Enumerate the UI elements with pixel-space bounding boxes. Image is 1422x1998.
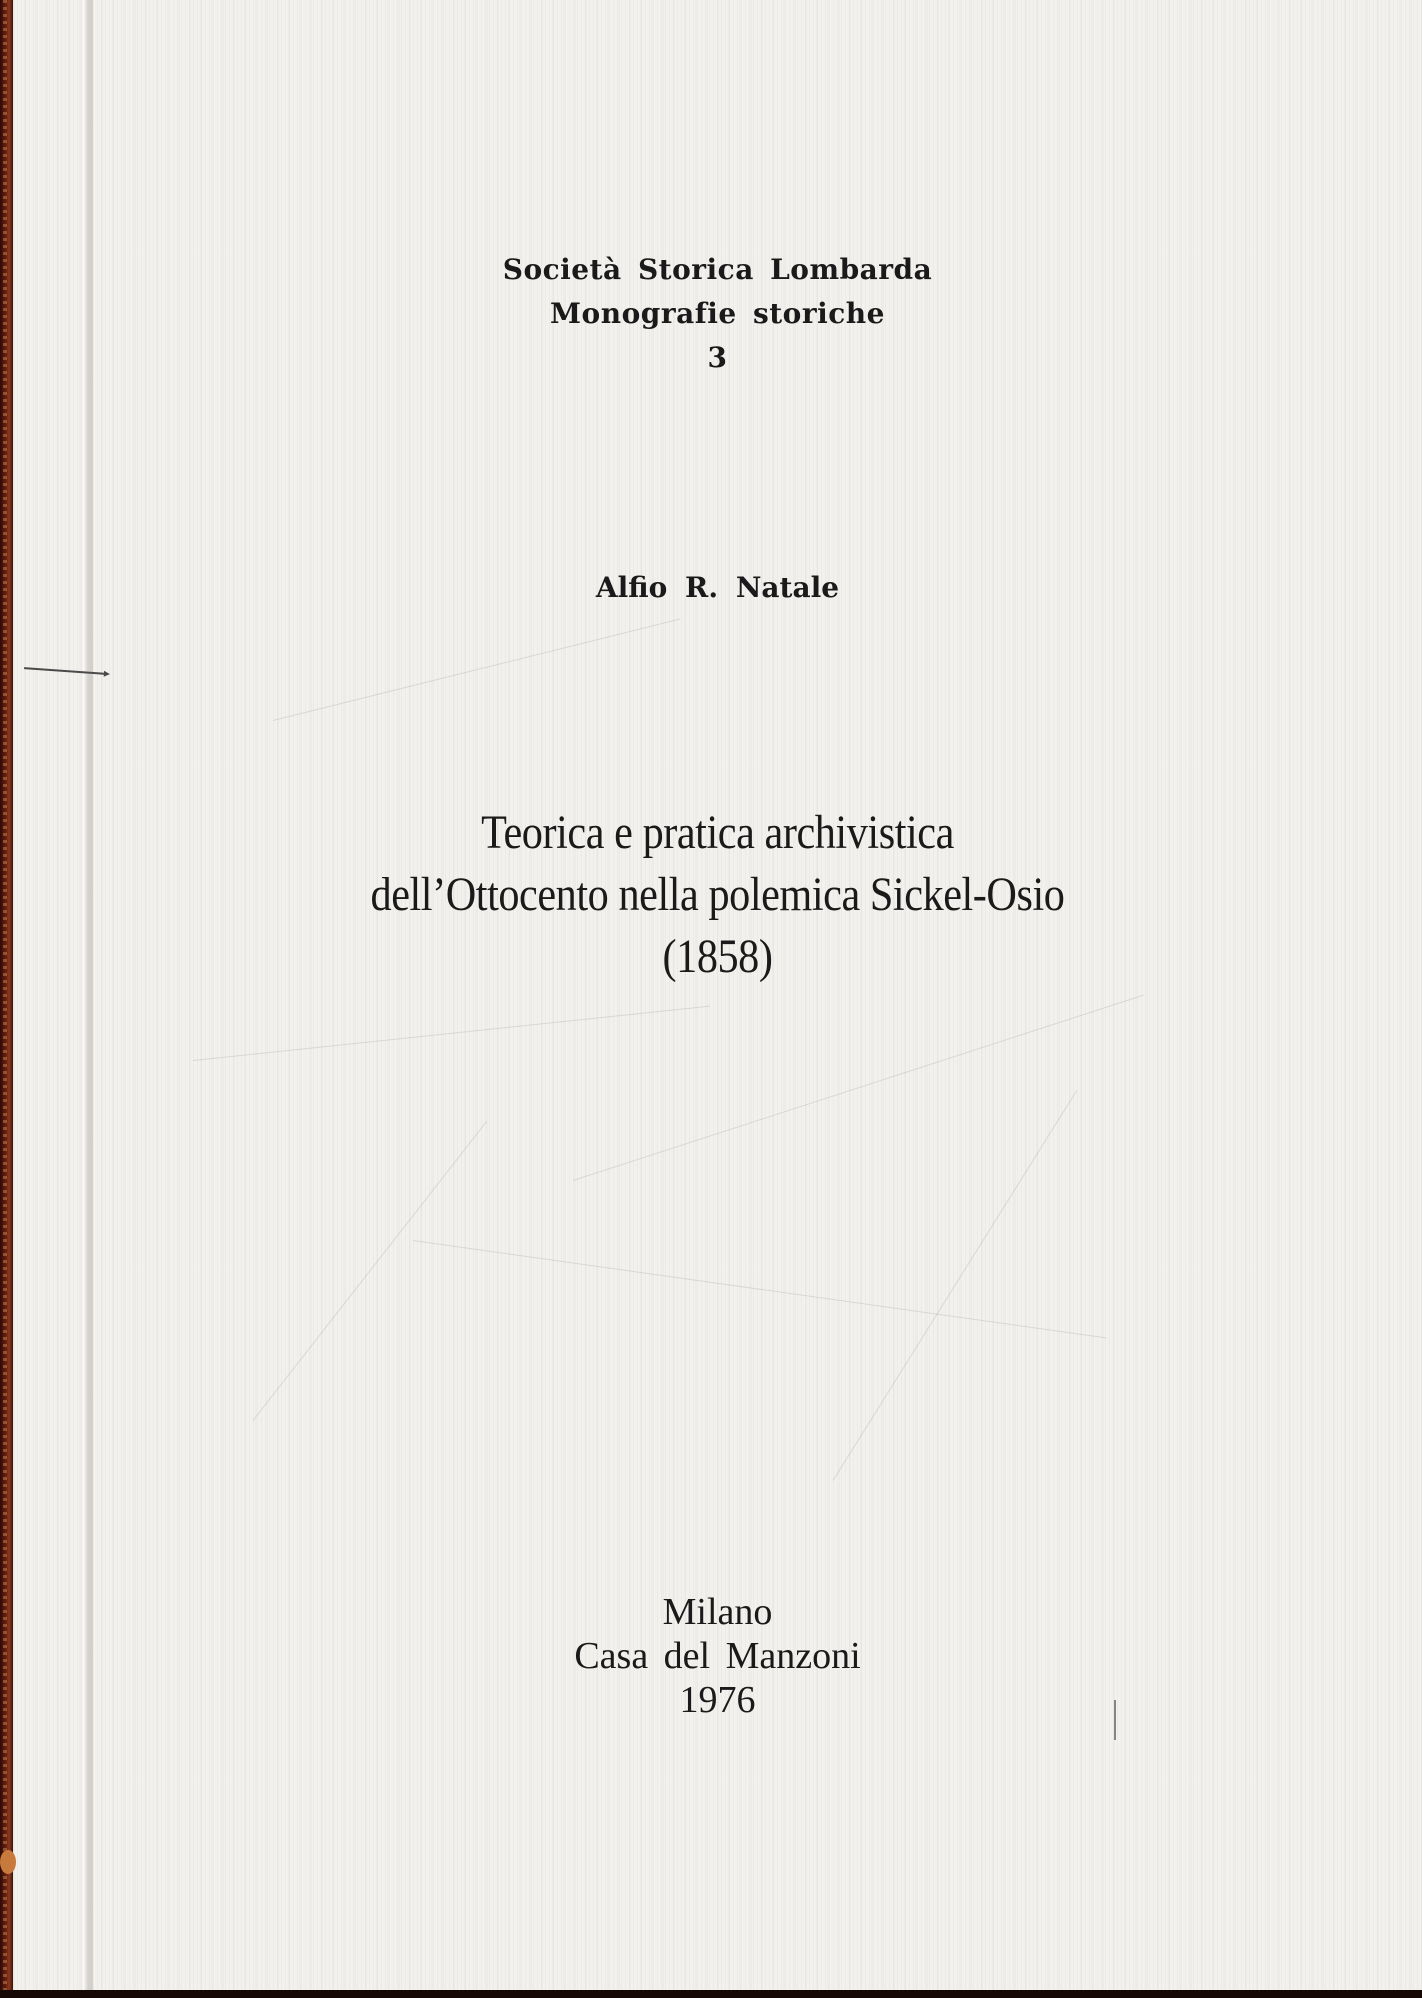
society-name: Società Storica Lombarda — [502, 253, 933, 286]
paper-scratch — [253, 1121, 488, 1421]
paper-scratch — [573, 995, 1144, 1181]
paper-scratch — [833, 1090, 1078, 1481]
paper-scratch — [273, 618, 681, 721]
title-line-2: dell’Ottocento nella polemica Sickel-Osio — [370, 868, 1065, 921]
imprint-city: Milano — [662, 1591, 773, 1633]
series-name: Monografie storiche — [550, 297, 885, 330]
book-title — [98, 802, 1338, 988]
binding-spine-edge — [0, 0, 13, 1998]
author-name: Alfio R. Natale — [595, 571, 840, 604]
binding-chip — [0, 1850, 16, 1874]
imprint — [13, 1590, 1422, 1722]
title-line-3: (1858) — [662, 930, 773, 983]
series-number: 3 — [707, 341, 728, 374]
imprint-year: 1976 — [679, 1679, 756, 1721]
title-line-1: Teorica e pratica archivistica — [481, 806, 954, 859]
series-heading — [13, 248, 1422, 380]
paper-scratch — [193, 1006, 710, 1061]
imprint-publisher: Casa del Manzoni — [574, 1635, 861, 1677]
bottom-edge-shadow — [0, 1990, 1422, 1998]
paper-scratch — [413, 1240, 1106, 1338]
